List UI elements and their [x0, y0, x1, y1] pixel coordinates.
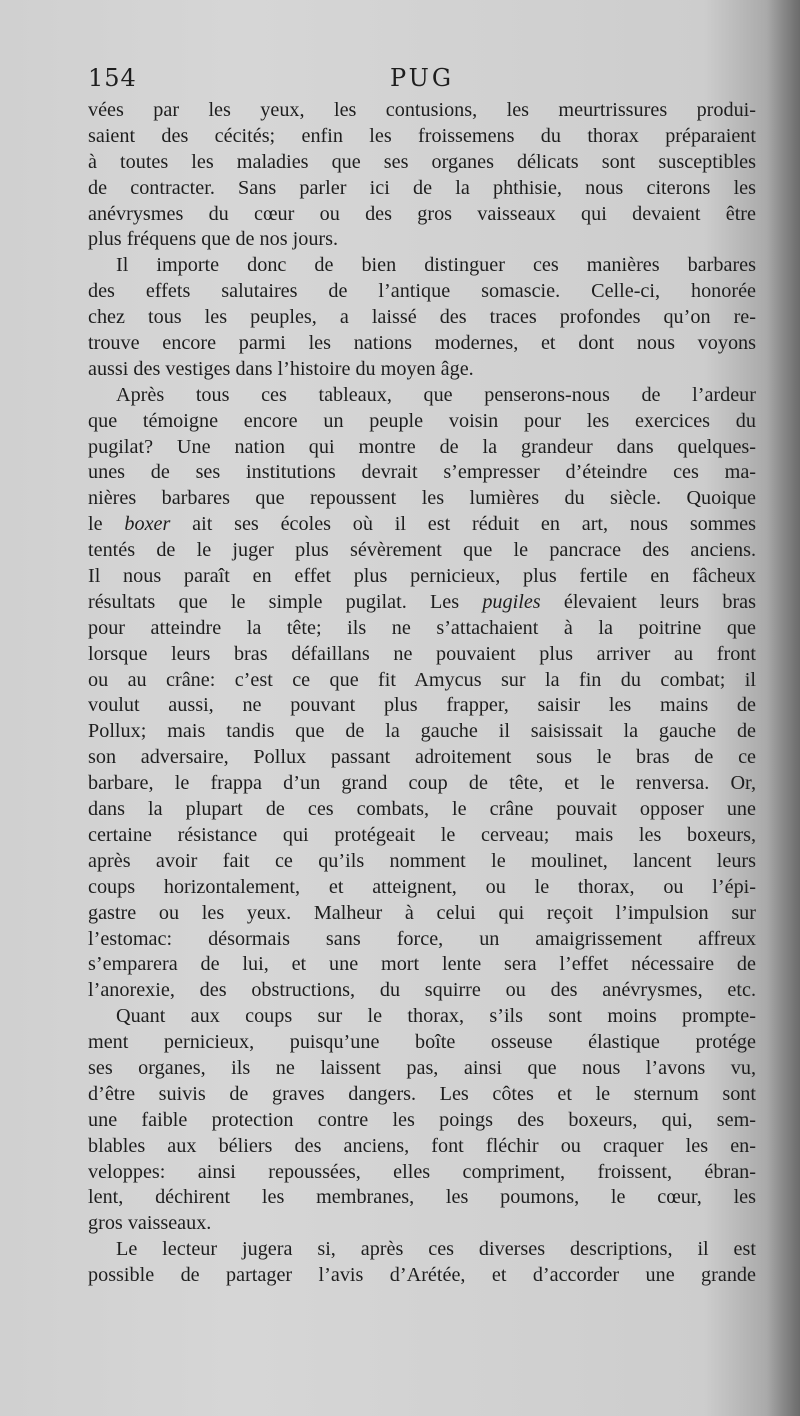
- text-line: aussi des vestiges dans l’histoire du moyen âge.: [88, 357, 474, 380]
- text-line: après avoir fait ce qu’ils nomment le moulinet, lancent leurs: [88, 849, 756, 872]
- spine-shadow: [766, 0, 800, 1416]
- text-line: des effets salutaires de l’antique somascie. Celle-ci, honorée: [88, 280, 756, 303]
- text-line: voulut aussi, ne pouvant plus frapper, saisir les mains de: [88, 694, 756, 717]
- text-line: ses organes, ils ne laissent pas, ainsi que nous l’avons vu,: [88, 1056, 756, 1079]
- text-line: lent, déchirent les membranes, les poumons, le cœur, les: [88, 1186, 756, 1209]
- text-line: possible de partager l’avis d’Arétée, et d’accorder une grande: [88, 1264, 756, 1287]
- text-line: veloppes: ainsi repoussées, elles compriment, froissent, ébran-: [88, 1160, 756, 1183]
- text-line: l’estomac: désormais sans force, un amaigrissement affreux: [88, 927, 756, 950]
- text-line: certaine résistance qui protégeait le cerveau; mais les boxeurs,: [88, 823, 756, 846]
- text-line: Quant aux coups sur le thorax, s’ils sont moins prompte-: [116, 1005, 756, 1028]
- page-header: [88, 64, 756, 94]
- text-line: nières barbares que repoussent les lumières du siècle. Quoique: [88, 487, 756, 510]
- text-line: une faible protection contre les poings des boxeurs, qui, sem-: [88, 1108, 756, 1131]
- italic-term: pugiles: [482, 590, 541, 613]
- text-segment: résultats que le simple pugilat. Les: [88, 590, 483, 613]
- text-segment: ait ses écoles où il est réduit en art, nous sommes: [170, 513, 756, 536]
- text-line: anévrysmes du cœur ou des gros vaisseaux qui devaient être: [88, 202, 756, 225]
- text-line: Il importe donc de bien distinguer ces manières barbares: [116, 254, 756, 277]
- text-line: trouve encore parmi les nations modernes, et dont nous voyons: [88, 332, 756, 355]
- text-line: plus fréquens que de nos jours.: [88, 228, 339, 251]
- text-line: coups horizontalement, et atteignent, ou le thorax, ou l’épi-: [88, 875, 756, 898]
- text-line: ou au crâne: c’est ce que fit Amycus sur la fin du combat; il: [88, 668, 756, 691]
- text-line: de contracter. Sans parler ici de la phthisie, nous citerons les: [88, 176, 756, 199]
- text-line: [88, 512, 756, 538]
- page-number: 154: [88, 64, 137, 92]
- text-line: barbare, le frappa d’un grand coup de tête, et le renversa. Or,: [88, 772, 756, 795]
- text-line: gastre ou les yeux. Malheur à celui qui reçoit l’impulsion sur: [88, 901, 756, 924]
- text-line: Le lecteur jugera si, après ces diverses descriptions, il est: [116, 1238, 756, 1261]
- text-line: que témoigne encore un peuple voisin pour les exercices du: [88, 409, 756, 432]
- text-line: son adversaire, Pollux passant adroitement sous le bras de ce: [88, 746, 756, 769]
- text-line: Il nous paraît en effet plus pernicieux, plus fertile en fâcheux: [88, 565, 756, 588]
- text-line: gros vaisseaux.: [88, 1212, 212, 1235]
- text-line: pour atteindre la tête; ils ne s’attachaient à la poitrine que: [88, 616, 756, 639]
- text-line: blables aux béliers des anciens, font fléchir ou craquer les en-: [88, 1134, 756, 1157]
- text-line: à toutes les maladies que ses organes délicats sont susceptibles: [88, 150, 756, 173]
- text-line: Après tous ces tableaux, que penserons-nous de l’ardeur: [116, 383, 756, 406]
- text-segment: élevaient leurs bras: [540, 590, 756, 613]
- text-line: s’emparera de lui, et une mort lente sera l’effet nécessaire de: [88, 953, 756, 976]
- text-line: l’anorexie, des obstructions, du squirre ou des anévrysmes, etc.: [88, 979, 756, 1002]
- text-line: Pollux; mais tandis que de la gauche il saisissait la gauche de: [88, 720, 756, 743]
- text-line: lorsque leurs bras défaillans ne pouvaient plus arriver au front: [88, 642, 756, 665]
- text-line: tentés de le juger plus sévèrement que le pancrace des anciens.: [88, 539, 756, 562]
- text-line: pugilat? Une nation qui montre de la grandeur dans quelques-: [88, 435, 756, 458]
- text-line: [88, 590, 756, 616]
- body-text: [88, 98, 756, 1289]
- text-line: saient des cécités; enfin les froissemens du thorax préparaient: [88, 124, 756, 147]
- text-line: d’être suivis de graves dangers. Les côtes et le sternum sont: [88, 1082, 756, 1105]
- text-line: unes de ses institutions devrait s’empresser d’éteindre ces ma-: [88, 461, 756, 484]
- text-line: ment pernicieux, puisqu’une boîte osseuse élastique protége: [88, 1031, 756, 1054]
- running-head: PUG: [389, 64, 455, 92]
- italic-term: boxer: [124, 513, 171, 536]
- text-line: dans la plupart de ces combats, le crâne pouvait opposer une: [88, 798, 756, 821]
- text-line: vées par les yeux, les contusions, les meurtrissures produi-: [88, 99, 756, 121]
- text-segment: le: [88, 513, 125, 536]
- text-line: chez tous les peuples, a laissé des traces profondes qu’on re-: [88, 306, 756, 329]
